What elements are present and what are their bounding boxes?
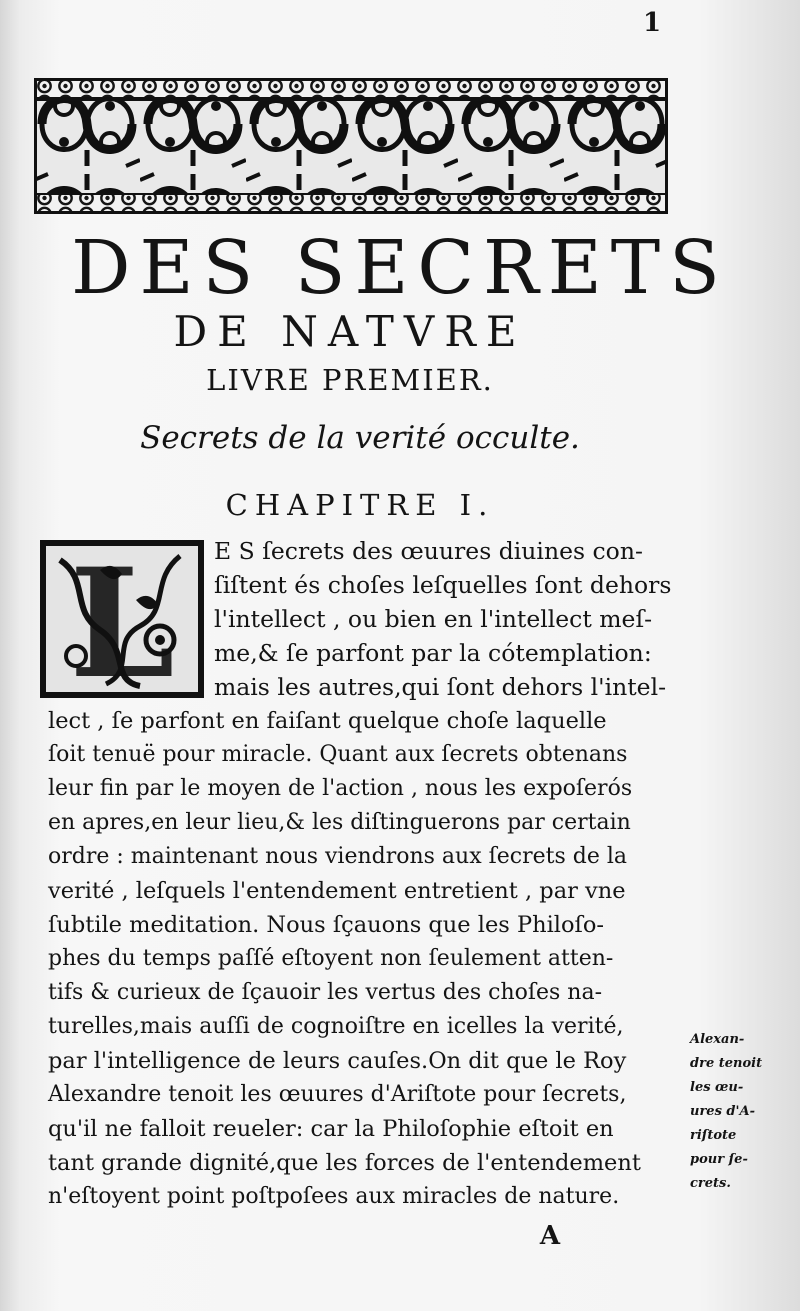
signature-mark: A bbox=[539, 1221, 561, 1251]
text-line: l'intellect , ou bien en l'intellect meſ- bbox=[214, 605, 653, 633]
text-line: tifs & curieux de ſçauoir les vertus des choſes na- bbox=[48, 980, 603, 1005]
text-line: qu'il ne falloit reueler: car la Philoſophie eſtoit en bbox=[48, 1116, 614, 1142]
marginal-note-line: crets. bbox=[690, 1176, 731, 1191]
text-line: lect , ſe parfont en faiſant quelque choſe laquelle bbox=[48, 708, 607, 734]
headpiece-ornament bbox=[34, 78, 668, 214]
page-title: DES SECRETS bbox=[71, 225, 729, 311]
dropcap-letter: L bbox=[69, 540, 175, 698]
text-line: ordre : maintenant nous viendrons aux ſecrets de la bbox=[48, 844, 628, 869]
marginal-note-line: les œu- bbox=[690, 1080, 744, 1095]
text-line: Alexandre tenoit les œuures d'Ariſtote pour ſecrets, bbox=[48, 1082, 627, 1107]
marginal-note bbox=[690, 1028, 790, 1196]
text-line: leur fin par le moyen de l'action , nous les expoſerós bbox=[48, 776, 633, 801]
text-line: ſiſtent és choſes leſquelles ſont dehors bbox=[214, 571, 672, 599]
text-line: verité , leſquels l'entendement entretient , par vne bbox=[48, 878, 626, 904]
text-line: me,& ſe parfont par la cótemplation: bbox=[214, 639, 652, 667]
text-line: par l'intelligence de leurs cauſes.On dit que le Roy bbox=[48, 1048, 627, 1074]
chapter-heading: CHAPITRE I. bbox=[225, 488, 495, 522]
page-number: 1 bbox=[642, 8, 662, 38]
marginal-note-line: pour ſe- bbox=[690, 1152, 748, 1167]
text-line: mais les autres,qui ſont dehors l'intel- bbox=[214, 673, 667, 701]
text-line: ſubtile meditation. Nous ſçauons que les Philoſo- bbox=[48, 912, 605, 938]
marginal-note-line: ures d'A- bbox=[690, 1104, 755, 1119]
text-line: turelles,mais auſſi de cognoiſtre en icelles la verité, bbox=[48, 1014, 624, 1039]
decorated-initial bbox=[40, 540, 204, 698]
marginal-note-line: Alexan- bbox=[690, 1032, 745, 1047]
marginal-note-line: dre tenoit bbox=[690, 1056, 763, 1071]
page-subtitle: DE NATVRE bbox=[173, 307, 527, 356]
text-line: ſoit tenuë pour miracle. Quant aux ſecrets obtenans bbox=[48, 742, 628, 767]
section-heading: Secrets de la verité occulte. bbox=[140, 420, 580, 456]
text-line: en apres,en leur lieu,& les diſtinguerons par certain bbox=[48, 810, 631, 835]
text-line: n'eſtoyent point poſtpoſees aux miracles de nature. bbox=[48, 1184, 620, 1209]
text-line: phes du temps paſſé eſtoyent non ſeulement atten- bbox=[48, 946, 614, 971]
text-line: tant grande dignité,que les forces de l'entendement bbox=[48, 1150, 641, 1176]
book-heading: LIVRE PREMIER. bbox=[206, 363, 494, 397]
text-line: E S ſecrets des œuures diuines con- bbox=[214, 537, 643, 565]
marginal-note-line: riſtote bbox=[690, 1128, 737, 1143]
